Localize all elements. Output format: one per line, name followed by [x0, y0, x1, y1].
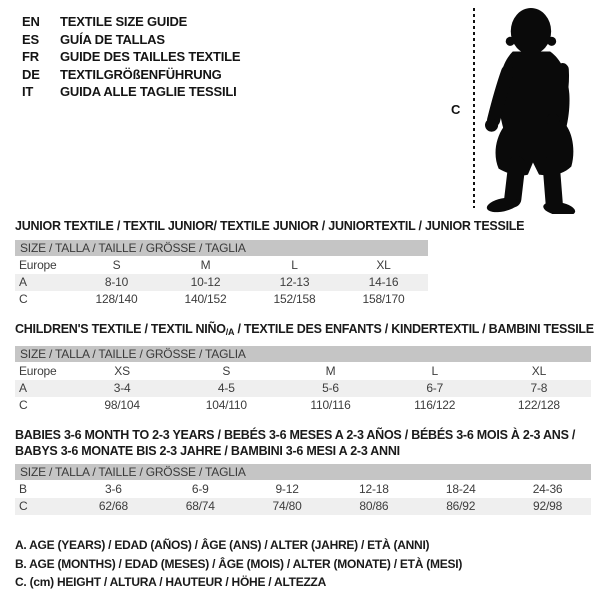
- age-cell: 7-8: [530, 381, 548, 395]
- footnote-a: A. AGE (YEARS) / EDAD (AÑOS) / ÂGE (ANS) / ALTER (JAHRE) / ETÀ (ANNI): [15, 538, 430, 552]
- babies-title-line2: BABYS 3-6 MONATE BIS 2-3 JAHRE / BAMBINI 3-6 MESI A 2-3 ANNI: [15, 443, 400, 458]
- age-cell: 14-16: [368, 275, 399, 289]
- lang-code: FR: [22, 49, 39, 65]
- lang-label: GUIDA ALLE TAGLIE TESSILI: [60, 84, 237, 100]
- size-cell: S: [222, 364, 231, 378]
- table-row-age-a: [15, 274, 428, 291]
- row-label: B: [19, 482, 27, 496]
- size-cell: S: [112, 258, 121, 272]
- table-row-age-a: [15, 380, 591, 397]
- table-row-height-c: [15, 498, 591, 515]
- height-cell: 86/92: [446, 499, 476, 513]
- footnote-c: C. (cm) HEIGHT / ALTURA / HAUTEUR / HÖHE / ALTEZZA: [15, 575, 327, 589]
- age-cell: 6-9: [191, 482, 209, 496]
- language-title-list: [22, 13, 240, 101]
- height-cell: 116/122: [414, 398, 456, 412]
- row-label: C: [19, 292, 28, 306]
- table-row-europe: [15, 257, 428, 274]
- height-cell: 140/152: [184, 292, 227, 306]
- height-cell: 104/110: [205, 398, 247, 412]
- table-row-europe: [15, 363, 591, 380]
- age-cell: 18-24: [445, 482, 476, 496]
- lang-label: GUIDE DES TAILLES TEXTILE: [60, 49, 241, 65]
- size-cell: L: [291, 258, 298, 272]
- size-cell: L: [431, 364, 438, 378]
- height-cell: 74/80: [272, 499, 302, 513]
- height-cell: 68/74: [185, 499, 215, 513]
- age-cell: 8-10: [104, 275, 129, 289]
- row-label: A: [19, 275, 27, 289]
- age-cell: 24-36: [532, 482, 563, 496]
- size-header-bar: SIZE / TALLA / TAILLE / GRÖSSE / TAGLIA: [15, 464, 591, 480]
- age-cell: 5-6: [322, 381, 339, 395]
- table-row-months-b: [15, 481, 591, 498]
- size-cell: M: [200, 258, 211, 272]
- lang-row-it: [22, 83, 240, 101]
- measure-label-c: C: [451, 102, 461, 117]
- table-row-height-c: [15, 397, 591, 414]
- children-size-table: [15, 346, 591, 414]
- lang-label: GUÍA DE TALLAS: [60, 31, 165, 47]
- lang-row-en: [22, 13, 240, 31]
- table-row-height-c: [15, 291, 428, 308]
- children-title-suffix: / TEXTILE DES ENFANTS / KINDERTEXTIL / BAMBINI TESSILE: [234, 322, 594, 336]
- size-cell: XL: [376, 258, 391, 272]
- size-header-bar: SIZE / TALLA / TAILLE / GRÖSSE / TAGLIA: [15, 240, 428, 256]
- height-cell: 128/140: [95, 292, 138, 306]
- babies-table-title: [15, 428, 575, 459]
- height-cell: 158/170: [362, 292, 405, 306]
- junior-table-title: JUNIOR TEXTILE / TEXTIL JUNIOR/ TEXTILE JUNIOR / JUNIORTEXTIL / JUNIOR TESSILE: [15, 219, 525, 233]
- size-cell: XS: [114, 364, 130, 378]
- age-cell: 4-5: [217, 381, 235, 395]
- children-title-prefix: CHILDREN'S TEXTILE / TEXTIL NIÑO: [15, 322, 226, 336]
- age-cell: 3-6: [105, 482, 122, 496]
- babies-size-table: [15, 464, 591, 515]
- legend-footnotes: [15, 536, 462, 592]
- lang-label: TEXTILE SIZE GUIDE: [60, 14, 188, 29]
- height-cell: 152/158: [273, 292, 316, 306]
- height-cell: 92/98: [533, 499, 563, 513]
- size-cell: XL: [531, 364, 547, 378]
- baby-silhouette-icon: [480, 5, 592, 214]
- babies-title-line1: BABIES 3-6 MONTH TO 2-3 YEARS / BEBÉS 3-6 MESES A 2-3 AÑOS / BÉBÉS 3-6 MOIS À 2-3 ANS /: [15, 428, 576, 442]
- age-cell: 3-4: [113, 381, 131, 395]
- age-cell: 12-13: [279, 275, 310, 289]
- lang-row-fr: [22, 48, 240, 66]
- lang-label: TEXTILGRÖßENFÜHRUNG: [60, 66, 222, 82]
- height-measure-figure: [445, 0, 600, 220]
- junior-size-table: [15, 240, 428, 308]
- children-table-title: [15, 322, 594, 341]
- lang-row-de: [22, 66, 240, 84]
- lang-code: EN: [22, 14, 40, 29]
- lang-code: DE: [22, 66, 40, 82]
- height-cell: 80/86: [359, 499, 389, 513]
- size-cell: M: [325, 364, 336, 378]
- row-label: Europe: [19, 258, 57, 272]
- height-cell: 98/104: [104, 398, 140, 412]
- height-cell: 110/116: [310, 398, 351, 412]
- size-header-bar: SIZE / TALLA / TAILLE / GRÖSSE / TAGLIA: [15, 346, 591, 362]
- age-cell: 6-7: [426, 381, 444, 395]
- lang-code: IT: [22, 84, 34, 100]
- lang-row-es: [22, 31, 240, 49]
- lang-code: ES: [22, 31, 39, 47]
- dotted-measure-line: [473, 8, 475, 208]
- row-label: C: [19, 398, 28, 412]
- row-label: C: [19, 499, 28, 513]
- children-title-sub: /A: [225, 327, 235, 337]
- height-cell: 62/68: [98, 499, 128, 513]
- row-label: Europe: [19, 364, 57, 378]
- age-cell: 10-12: [190, 275, 221, 289]
- row-label: A: [19, 381, 27, 395]
- height-cell: 122/128: [517, 398, 560, 412]
- age-cell: 12-18: [359, 482, 389, 496]
- age-cell: 9-12: [275, 482, 299, 496]
- footnote-b: B. AGE (MONTHS) / EDAD (MESES) / ÂGE (MOIS) / ALTER (MONATE) / ETÀ (MESI): [15, 556, 463, 571]
